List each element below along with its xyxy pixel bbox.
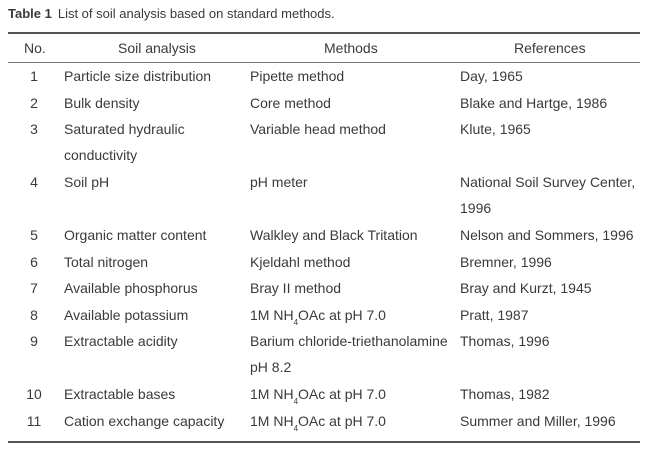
cell-no: 8: [30, 306, 38, 323]
table-top-rule: [8, 32, 640, 34]
cell-reference: [460, 328, 645, 354]
cell-line: Barium chloride-triethanolamine: [250, 333, 448, 349]
cell-soil-analysis: [64, 169, 244, 195]
cell-soil-analysis: [64, 249, 244, 275]
cell-line: Saturated hydraulic: [64, 121, 185, 137]
cell-line: Summer and Miller, 1996: [460, 412, 616, 429]
cell-line: Klute, 1965: [460, 121, 531, 137]
cell-line: Core method: [250, 94, 331, 111]
header-references: References: [514, 40, 586, 56]
cell-method: [250, 222, 450, 248]
cell-method: [250, 381, 450, 407]
cell-method: [250, 275, 450, 301]
table-bottom-rule: [8, 441, 640, 443]
cell-line: Cation exchange capacity: [64, 412, 225, 429]
cell-line: Soil pH: [64, 174, 110, 190]
cell-reference: [460, 90, 645, 116]
cell-reference: [460, 381, 645, 407]
cell-method: [250, 328, 450, 380]
cell-reference: [460, 63, 645, 89]
table-caption-text: List of soil analysis based on standard methods.: [57, 6, 335, 21]
cell-reference: [460, 275, 645, 301]
cell-reference: [460, 116, 645, 142]
cell-line: Extractable acidity: [64, 333, 178, 349]
cell-line: 1996: [460, 200, 492, 216]
cell-soil-analysis: [64, 328, 244, 354]
cell-no: 5: [30, 227, 38, 243]
cell-line: Pipette method: [250, 68, 345, 84]
cell-method: [250, 169, 450, 195]
header-soil-analysis: Soil analysis: [118, 40, 196, 56]
cell-soil-analysis: [64, 63, 244, 89]
cell-method: [250, 90, 450, 116]
cell-line: Kjeldahl method: [250, 253, 351, 270]
cell-line: Bulk density: [64, 94, 140, 111]
cell-soil-analysis: [64, 381, 244, 407]
cell-soil-analysis: [64, 222, 244, 248]
cell-no: 7: [30, 280, 38, 296]
cell-line: Pratt, 1987: [460, 306, 529, 323]
table-caption: [8, 6, 335, 21]
cell-no: 10: [26, 386, 42, 402]
cell-soil-analysis: [64, 90, 244, 116]
cell-method: [250, 116, 450, 142]
cell-no: 1: [30, 68, 38, 84]
cell-line: Bray and Kurzt, 1945: [460, 280, 592, 296]
cell-soil-analysis: [64, 302, 244, 328]
cell-line: Blake and Hartge, 1986: [460, 94, 608, 111]
cell-line: Bray II method: [250, 280, 342, 296]
cell-line: Nelson and Sommers, 1996: [460, 227, 634, 243]
cell-no: 9: [30, 333, 38, 349]
cell-line: pH meter: [250, 174, 308, 190]
cell-line: National Soil Survey Center,: [460, 174, 636, 190]
cell-reference: [460, 169, 645, 221]
cell-reference: [460, 302, 645, 328]
header-methods: Methods: [324, 40, 378, 56]
cell-line: Thomas, 1996: [460, 333, 550, 349]
cell-reference: [460, 249, 645, 275]
cell-line: 1M $NH_4OAc$ at pH 7.0: [250, 412, 386, 433]
cell-reference: [460, 408, 645, 434]
cell-method: [250, 249, 450, 275]
cell-line: Particle size distribution: [64, 68, 212, 84]
cell-method: [250, 408, 450, 434]
cell-line: Available phosphorus: [64, 280, 198, 296]
cell-line: pH 8.2: [250, 359, 292, 375]
header-no: No.: [24, 40, 46, 56]
cell-line: Total nitrogen: [64, 253, 149, 270]
cell-line: 1M $NH_4OAc$ at pH 7.0: [250, 386, 386, 406]
cell-soil-analysis: [64, 408, 244, 434]
cell-no: 11: [26, 412, 42, 429]
cell-no: 6: [30, 253, 38, 270]
cell-method: [250, 302, 450, 328]
cell-no: 2: [30, 94, 38, 111]
cell-line: Extractable bases: [64, 386, 176, 402]
cell-line: Available potassium: [64, 306, 189, 323]
cell-soil-analysis: [64, 116, 244, 168]
cell-line: Thomas, 1982: [460, 386, 550, 402]
cell-line: Variable head method: [250, 121, 386, 137]
cell-no: 3: [30, 121, 38, 137]
cell-method: [250, 63, 450, 89]
table-caption-label: Table 1: [8, 6, 52, 21]
cell-line: conductivity: [64, 147, 138, 163]
cell-line: Walkley and Black Tritation: [250, 227, 418, 243]
cell-reference: [460, 222, 645, 248]
cell-soil-analysis: [64, 275, 244, 301]
cell-line: Organic matter content: [64, 227, 207, 243]
cell-no: 4: [30, 174, 38, 190]
cell-line: Day, 1965: [460, 68, 523, 84]
cell-line: 1M $NH_4OAc$ at pH 7.0: [250, 306, 386, 327]
cell-line: Bremner, 1996: [460, 253, 552, 270]
